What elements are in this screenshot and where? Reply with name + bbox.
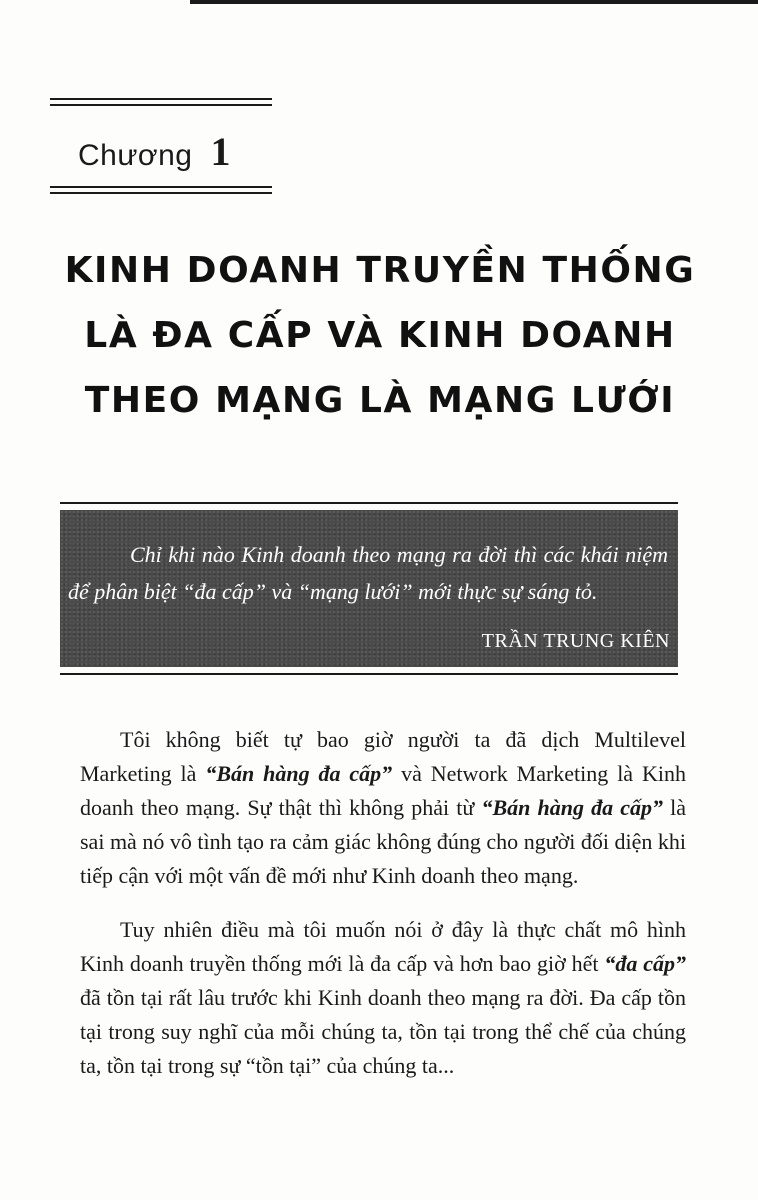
epigraph-text: Chỉ khi nào Kinh doanh theo mạng ra đời thì các khái niệm để phân biệt “đa cấp” và “mạng lưới” mới thực sự sáng tỏ. — [68, 542, 668, 604]
chapter-rule-bottom — [50, 186, 272, 194]
title-line: LÀ ĐA CẤP VÀ KINH DOANH — [84, 315, 676, 356]
paragraph — [80, 893, 686, 1083]
title-line: THEO MẠNG LÀ MẠNG LƯỚI — [84, 380, 676, 421]
chapter-number: 1 — [210, 129, 231, 174]
chapter-rule-top — [50, 98, 272, 106]
emphasis: “Bán hàng đa cấp” — [205, 761, 393, 786]
title-line: KINH DOANH TRUYỀN THỐNG — [64, 250, 696, 291]
text-run: Tôi không biết tự bao giờ người ta đã dịch Multilevel Marketing là — [80, 727, 686, 786]
epigraph-rule-top — [60, 502, 678, 504]
chapter-heading — [50, 98, 272, 194]
text-run: đã tồn tại rất lâu trước khi Kinh doanh theo mạng ra đời. Đa cấp tồn tại trong suy nghĩ của mỗi chúng ta, tồn tại trong thể chế của chúng ta, tồn tại trong sự “tồn tại” của chúng ta... — [80, 985, 686, 1078]
epigraph-rule-bottom — [60, 673, 678, 675]
paragraph — [80, 723, 686, 893]
page-top-edge — [190, 0, 758, 4]
chapter-label — [50, 128, 272, 172]
emphasis: “đa cấp” — [604, 951, 686, 976]
chapter-word: Chương — [78, 139, 193, 172]
body-text — [80, 723, 686, 1083]
emphasis: “Bán hàng đa cấp” — [481, 795, 663, 820]
text-run: là sai mà nó vô tình tạo ra cảm giác không đúng cho người đối diện khi tiếp cận với một vấn đề mới như Kinh doanh theo mạng. — [80, 795, 686, 888]
text-run: Tuy nhiên điều mà tôi muốn nói ở đây là thực chất mô hình Kinh doanh truyền thống mới là đa cấp và hơn bao giờ hết — [80, 917, 686, 976]
text-run: và Network Marketing là Kinh doanh theo mạng. Sự thật thì không phải từ — [80, 761, 686, 820]
chapter-title — [40, 238, 720, 433]
epigraph-box — [60, 510, 678, 667]
epigraph-author: TRẦN TRUNG KIÊN — [481, 630, 670, 652]
